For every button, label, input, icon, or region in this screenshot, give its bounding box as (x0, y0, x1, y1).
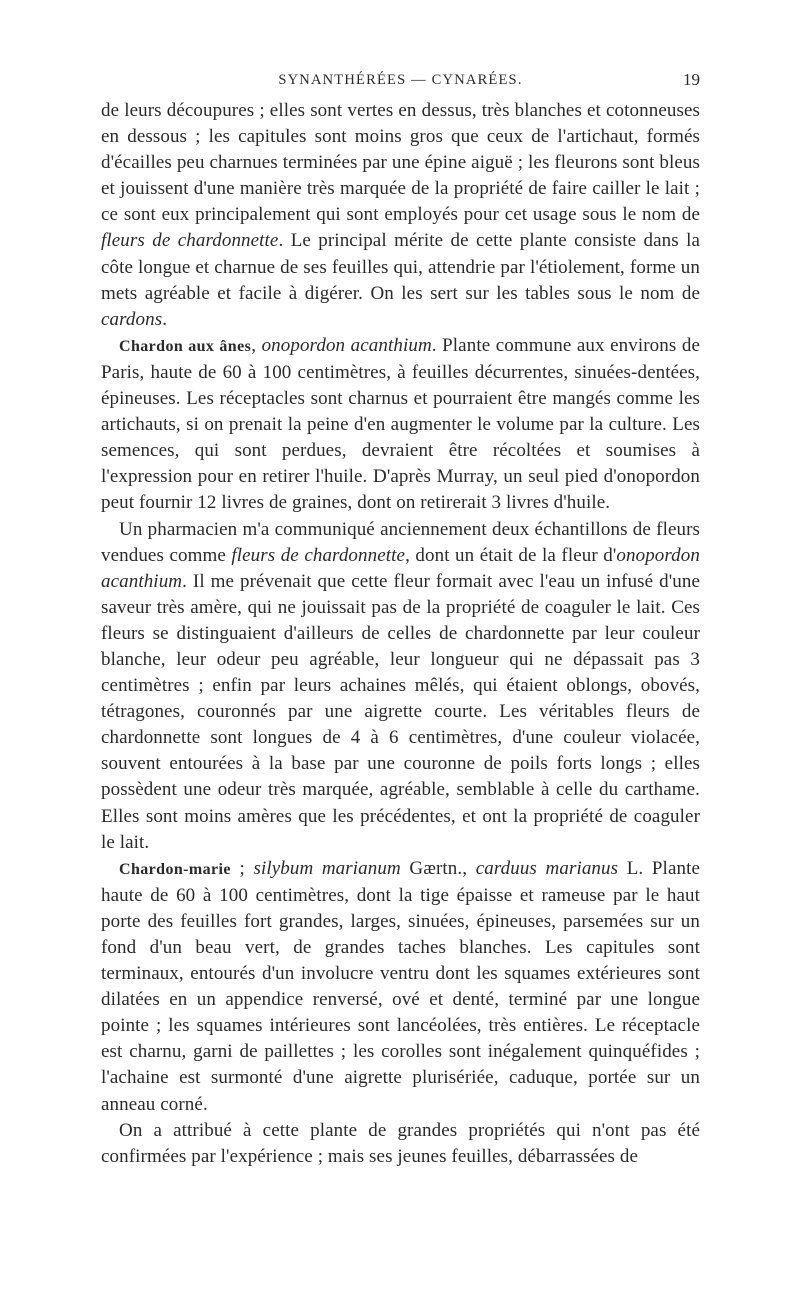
text-run: On a attribué à cette plante de grandes propriétés qui n'ont pas été confirmées par l'expérience ; mais ses jeunes feuilles, débarrassées de (101, 1119, 700, 1167)
italic-term: fleurs de chardonnette (101, 230, 279, 252)
text-run: . Le principal mérite de cette plante consiste dans la côte longue et charnue de ses feuilles qui, attendrie par l'étiolement, forme un mets agréable et facile à digérer. On les sert sur les tables sous le nom de (101, 230, 700, 304)
paragraph-pharmacist-samples (101, 517, 700, 856)
italic-term: onopordon acanthium (261, 334, 432, 356)
text-run: . Plante commune aux environs de Paris, haute de 60 à 100 centimètres, à feuilles décurrentes, sinuées-dentées, épineuses. Les réceptacles sont charnus et pourraient être mangés comme les artichauts, si on prenait la peine d'en augmenter le volume par la culture. Les semences, qui sont perdues, devraient être récoltées et soumises à l'expression pour en retirer l'huile. D'après Murray, un seul pied d'onopordon peut fournir 12 livres de graines, dont on retirerait 3 livres d'huile. (101, 334, 700, 514)
paragraph-cardoon-description (101, 98, 700, 333)
text-run: Gærtn., (400, 857, 476, 879)
text-run: . Il me prévenait que cette fleur formait avec l'eau un infusé d'une saveur très amère, qui ne jouissait pas de la propriété de coaguler le lait. Ces fleurs se distinguaient d'ailleurs de celles de chardonnette par leur couleur blanche, leur odeur peu agréable, leur longueur qui ne dépassait pas 3 centimètres ; enfin par leurs achaines mêlés, qui étaient oblongs, obovés, tétragones, couronnés par une aigrette courte. Les véritables fleurs de chardonnette sont longues de 4 à 6 centimètres, d'une couleur violacée, souvent entourées à la base par une couronne de poils forts longs ; elles possèdent une odeur très marquée, agréable, semblable à celle du carthame. Elles sont moins amères que les précédentes, et ont la propriété de coaguler le lait. (101, 570, 700, 853)
italic-term: carduus marianus (475, 857, 619, 879)
italic-term: silybum marianum (253, 857, 401, 879)
text-run: ; (230, 857, 254, 879)
italic-term: onopordon acanthium (101, 544, 700, 592)
entry-name: Chardon-marie (119, 860, 231, 878)
text-run: , dont un était de la fleur d' (405, 544, 617, 566)
paragraph-chardon-marie (101, 856, 700, 1118)
page-number: 19 (683, 70, 700, 89)
text-run: Un pharmacien m'a communiqué anciennement deux échantillons de fleurs vendues comme (101, 518, 700, 566)
italic-term: cardons (101, 308, 163, 330)
text-run: , (251, 334, 262, 356)
book-page (101, 64, 700, 1170)
text-run: . (162, 308, 168, 330)
text-run: L. Plante haute de 60 à 100 centimètres, dont la tige épaisse et rameuse par le haut porte des feuilles fort grandes, larges, sinuées, épineuses, parsemées sur un fond d'un beau vert, de grandes taches blanches. Les capitules sont terminaux, entourés d'un involucre ventru dont les squames extérieures sont dilatées en un appendice renversé, ové et denté, terminé par une longue pointe ; les squames intérieures sont lancéolées, très entières. Le réceptacle est charnu, garni de paillettes ; les corolles sont inégalement quinquéfides ; l'achaine est surmonté d'une aigrette plurisériée, caduque, portée sur un anneau corné. (101, 857, 700, 1115)
body-text (101, 98, 700, 1170)
paragraph-properties (101, 1118, 700, 1170)
entry-name: Chardon aux ânes (119, 337, 252, 355)
paragraph-chardon-aux-anes (101, 333, 700, 517)
running-title: SYNANTHÉRÉES — CYNARÉES. (278, 72, 523, 88)
text-run: de leurs découpures ; elles sont vertes en dessus, très blanches et cotonneuses en dessous ; les capitules sont moins gros que ceux de l'artichaut, formés d'écailles peu charnues terminées par une épine aiguë ; les fleurons sont bleus et jouissent d'une manière très marquée de la propriété de faire cailler le lait ; ce sont eux principalement qui sont employés pour cet usage sous le nom de (101, 100, 700, 226)
running-header (101, 64, 700, 98)
italic-term: fleurs de chardonnette (231, 544, 406, 566)
